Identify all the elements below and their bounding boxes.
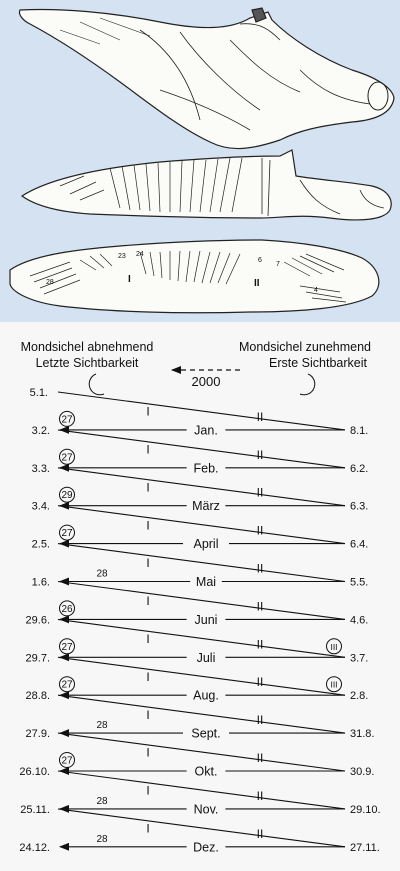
- roman-one-label: I: [146, 480, 150, 495]
- roman-two-label: II: [256, 523, 264, 538]
- month-label: Dez.: [193, 840, 219, 855]
- roman-two-label: II: [256, 788, 264, 803]
- month-label: Juni: [194, 612, 218, 627]
- roman-one-label: I: [146, 404, 150, 419]
- calendar-panel: [0, 322, 400, 866]
- left-date-label: 3.2.: [31, 424, 50, 437]
- right-date-label: 6.3.: [350, 500, 369, 513]
- roman-two-label: II: [256, 561, 264, 576]
- left-date-label: 27.9.: [25, 728, 50, 741]
- left-date-label: 1.6.: [31, 576, 50, 589]
- left-header-line2: Letzte Sichtbarkeit: [35, 356, 139, 370]
- artifact-label: 7: [276, 261, 280, 268]
- roman-one-label: I: [146, 669, 150, 684]
- left-date-label: 25.11.: [20, 803, 50, 816]
- roman-two-label: II: [256, 447, 264, 462]
- month-label: Okt.: [194, 764, 218, 779]
- left-date-label: 2.5.: [31, 538, 50, 551]
- day-count-label: 27: [61, 679, 73, 691]
- roman-one-label: I: [146, 783, 150, 798]
- day-count-label: 28: [96, 720, 108, 732]
- month-label: Aug.: [193, 688, 219, 703]
- month-label: Jan.: [194, 423, 218, 438]
- roman-two-label: II: [256, 675, 264, 690]
- day-count-label: 27: [61, 755, 73, 767]
- artifact-label: 24: [136, 251, 144, 258]
- artifact-label: 6: [258, 257, 262, 264]
- roman-one-label: I: [146, 745, 150, 760]
- month-label: Feb.: [193, 461, 219, 476]
- day-count-label: 28: [96, 568, 108, 580]
- left-date-label: 29.6.: [25, 614, 50, 627]
- roman-one-label: I: [146, 707, 150, 722]
- day-count-label: 27: [61, 528, 73, 540]
- roman-two-label: II: [256, 751, 264, 766]
- roman-one-label: I: [146, 556, 150, 571]
- left-date-label: 3.4.: [31, 500, 50, 513]
- right-date-label: 8.1.: [350, 424, 369, 437]
- right-date-label: 6.2.: [350, 462, 369, 475]
- year-label: 2000: [191, 374, 221, 389]
- roman-two-label: II: [256, 637, 264, 652]
- month-label: April: [193, 537, 219, 552]
- artifact-label: II: [254, 278, 260, 289]
- right-date-label: 2.8.: [350, 690, 369, 703]
- artifact-label: 23: [118, 253, 126, 260]
- right-header-line1: Mondsichel zunehmend: [238, 340, 372, 354]
- roman-one-label: I: [146, 518, 150, 533]
- day-count-label: 28: [96, 795, 108, 807]
- right-date-label: 27.11.: [350, 841, 380, 854]
- extra-marker-label: III: [330, 641, 338, 652]
- roman-one-label: I: [146, 594, 150, 609]
- roman-two-label: II: [256, 599, 264, 614]
- month-label: Juli: [196, 650, 216, 665]
- right-date-label: 4.6.: [350, 614, 369, 627]
- roman-two-label: II: [256, 485, 264, 500]
- extra-marker-label: III: [330, 679, 338, 690]
- roman-one-label: I: [146, 442, 150, 457]
- month-label: Nov.: [193, 802, 219, 817]
- day-count-label: 29: [61, 490, 73, 502]
- day-count-label: 27: [61, 414, 73, 426]
- day-count-label: 26: [61, 603, 73, 615]
- month-label: März: [192, 499, 220, 514]
- artifact-label: I: [128, 274, 131, 285]
- day-count-label: 27: [61, 452, 73, 464]
- month-label: Sept.: [191, 726, 221, 741]
- left-header-line1: Mondsichel abnehmend: [20, 340, 154, 354]
- roman-two-label: II: [256, 713, 264, 728]
- left-date-label: 24.12.: [19, 841, 50, 854]
- left-date-label: 28.8.: [25, 690, 50, 703]
- roman-two-label: II: [256, 826, 264, 841]
- right-date-label: 6.4.: [350, 538, 369, 551]
- month-label: Mai: [195, 575, 217, 589]
- roman-one-label: I: [146, 632, 150, 647]
- right-date-label: 29.10.: [350, 803, 381, 816]
- left-date-label: 29.7.: [25, 652, 50, 665]
- right-date-label: 5.5.: [350, 576, 369, 589]
- day-count-label: 27: [61, 641, 73, 653]
- day-count-label: 28: [96, 833, 108, 845]
- right-date-label: 3.7.: [350, 652, 369, 665]
- left-date-label: 3.3.: [31, 462, 50, 475]
- right-date-label: 31.8.: [350, 728, 375, 741]
- start-date-label: 5.1.: [29, 387, 48, 399]
- roman-two-label: II: [256, 409, 264, 424]
- left-date-label: 26.10.: [19, 766, 50, 778]
- right-header-line2: Erste Sichtbarkeit: [269, 356, 367, 370]
- artifact-label: 4: [314, 287, 318, 294]
- artifact-label: 28: [46, 279, 54, 286]
- right-date-label: 30.9.: [350, 766, 375, 778]
- roman-one-label: I: [146, 821, 150, 836]
